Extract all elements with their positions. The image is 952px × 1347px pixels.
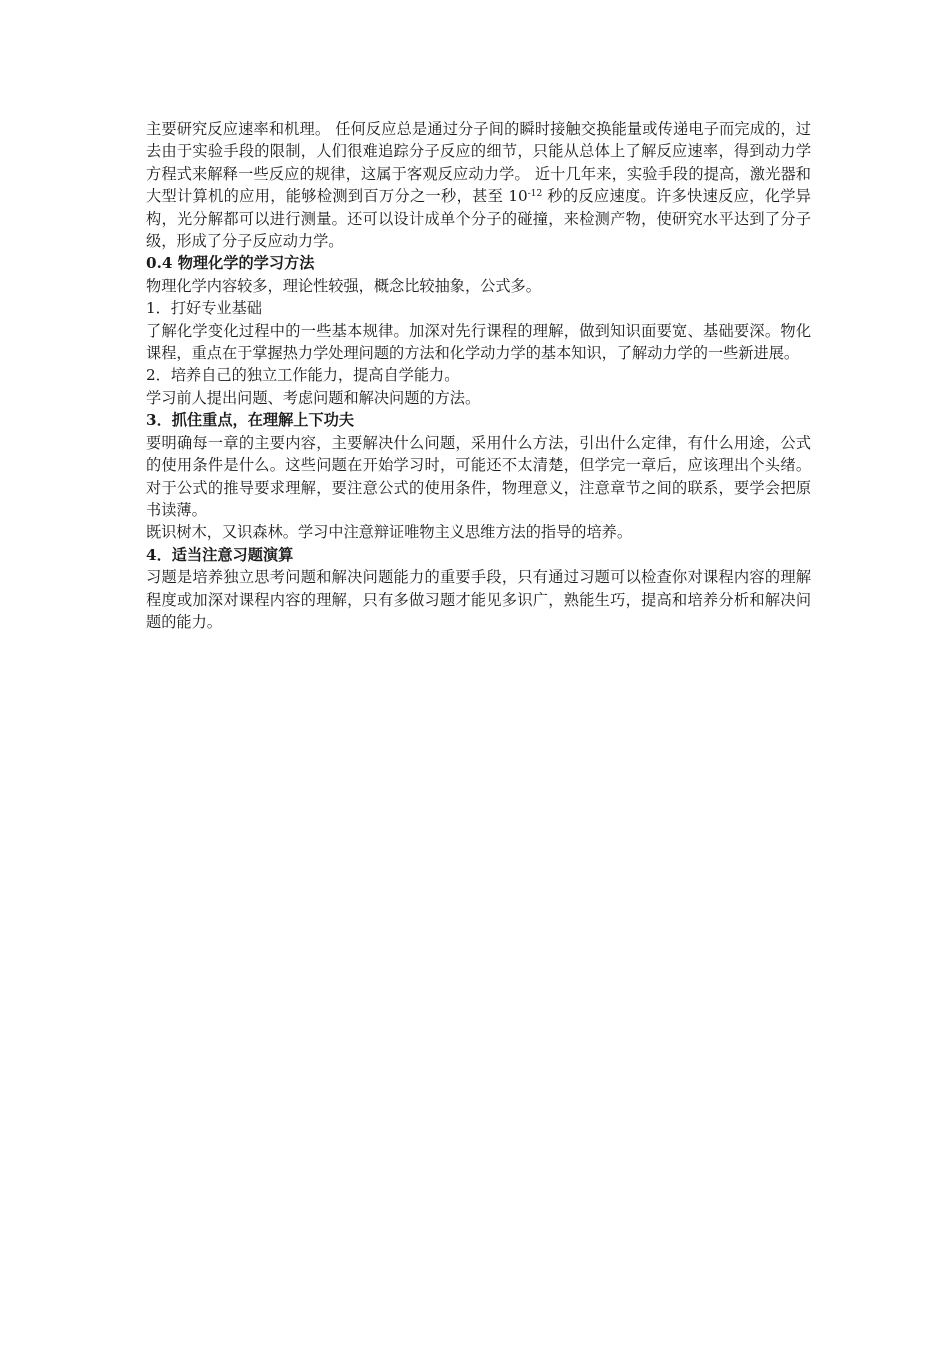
intro-lead-text: 主要研究反应速率和机理。 任何反应总是通过分子间的瞬时接触交换能量或传递电子而完成的，过去由于实验手段的限制，人们很难追踪分子反应的细节，只能从总体上了解反应速率，得到动力学方程式来解释一些反应的规律，这属于客观反应动力学。 近十几年来，实验手段的提高，激光器和大型计算机的应用，能够检测到百万分之一秒，甚至 10 [146,120,811,206]
section-title: 0.4 物理化学的学习方法 [146,254,315,273]
item-1-paragraph: 了解化学变化过程中的一些基本规律。加深对先行课程的理解，做到知识面要宽、基础要深。物化课程，重点在于掌握热力学处理问题的方法和化学动力学的基本知识，了解动力学的一些新进展。 [146,321,811,363]
section-summary: 物理化学内容较多，理论性较强，概念比较抽象，公式多。 [146,276,541,295]
intro-tail-text: 秒的反应速度。许多快速反应，化学异构，光分解都可以进行测量。还可以设计成单个分子的碰撞，来检测产物，使研究水平达到了分子级，形成了分子反应动力学。 [146,187,811,251]
intro-paragraph [146,118,811,252]
item-3-paragraph-2: 既识树木，又识森林。学习中注意辩证唯物主义思维方法的指导的培养。 [146,523,632,542]
document-page [146,118,811,633]
item-1-heading: 1．打好专业基础 [146,299,262,318]
intro-exponent: -12 [527,189,543,200]
item-2-paragraph: 学习前人提出问题、考虑问题和解决问题的方法。 [146,388,481,407]
item-4-heading: 4．适当注意习题演算 [146,545,294,564]
item-3-paragraph-1: 要明确每一章的主要内容，主要解决什么问题，采用什么方法，引出什么定律，有什么用途，公式的使用条件是什么。这些问题在开始学习时，可能还不太清楚，但学完一章后，应该理出个头绪。对于公式的推导要求理解，要注意公式的使用条件，物理意义，注意章节之间的联系，要学会把原书读薄。 [146,433,811,519]
item-3-heading: 3．抓住重点，在理解上下功夫 [146,411,355,430]
item-2-heading: 2．培养自己的独立工作能力，提高自学能力。 [146,366,460,385]
item-4-paragraph: 习题是培养独立思考问题和解决问题能力的重要手段，只有通过习题可以检查你对课程内容的理解程度或加深对课程内容的理解，只有多做习题才能见多识广，熟能生巧，提高和培养分析和解决问题的能力。 [146,568,811,631]
